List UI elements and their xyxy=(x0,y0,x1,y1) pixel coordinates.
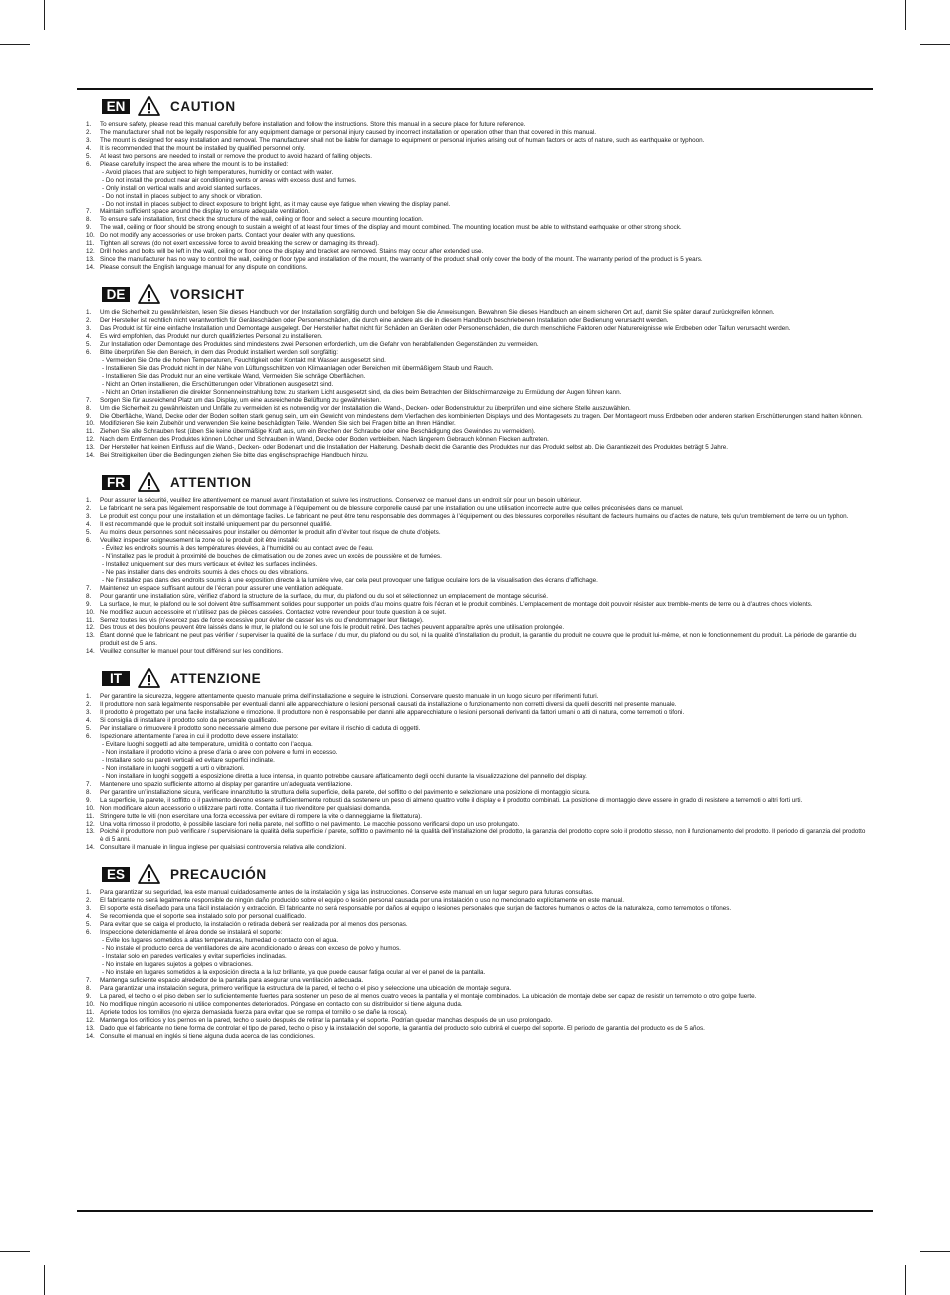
item-text: The wall, ceiling or floor should be strong enough to sustain a weight of at least four times of the display and mount combined. The mounting location must be able to withstand earhquake or other strong shock. xyxy=(100,224,682,232)
item-number: 11. xyxy=(86,1008,95,1016)
list-item xyxy=(86,513,866,521)
item-number: 6. xyxy=(86,348,92,356)
item-number: 4. xyxy=(86,913,92,921)
item-number: 9. xyxy=(86,224,92,232)
list-item xyxy=(86,921,866,929)
list-item xyxy=(86,349,866,397)
list-item xyxy=(86,521,866,529)
language-badge: IT xyxy=(102,671,130,686)
item-text: Please carefully inspect the area where the mount is to be installed: xyxy=(100,160,289,168)
list-item xyxy=(86,497,866,505)
section-title: ATTENTION xyxy=(170,474,252,490)
sub-item: - Nicht an Orten installieren, die Erschütterungen oder Vibrationen ausgesetzt sind. xyxy=(102,380,334,388)
item-text: Der Hersteller hat keinen Einfluss auf die Wand-, Decken- oder Bodenart und die Installation der Halterung. Deshalb deckt die Garantie des Produktes nur das Produkt selbst ab. Die Garantiezeit des Produktes beträgt 5 Jahre. xyxy=(100,444,729,452)
warning-triangle-icon xyxy=(138,864,160,884)
item-number: 11. xyxy=(86,616,95,624)
sub-item: - Non installare in luoghi soggetti a urti o vibrazioni. xyxy=(102,764,245,772)
item-text: Tighten all screws (do not exert excessive force to avoid breaking the screw or damaging its thread). xyxy=(100,240,380,248)
item-number: 13. xyxy=(86,1024,95,1032)
item-number: 12. xyxy=(86,624,95,632)
item-number: 3. xyxy=(86,136,92,144)
list-item xyxy=(86,317,866,325)
list-item xyxy=(86,208,866,216)
list-item xyxy=(86,333,866,341)
list-item xyxy=(86,805,866,813)
item-text: The manufacturer shall not be legally responsible for any equipment damage or personal injury caused by incorrect installation or operation other than that covered in this manual. xyxy=(100,128,596,136)
list-item xyxy=(86,609,866,617)
list-item xyxy=(86,593,866,601)
item-text: Le produit est conçu pour une installation et un démontage faciles. Le fabricant ne peut être tenu responsable des dommages à l’équipement ou des blessures corporelles résultant de facteurs humains ou d’actes de nature, tels qu’un tremblement de terre ou un typhon. xyxy=(100,513,849,521)
sub-item: - Nicht an Orten installieren die direkter Sonnenneinstrahlung bzw. zu starkem Licht ausgesetzt sind, da dies beim Betrachten der Bildschirmanzeige zu Ermüdung der Augen führen kann. xyxy=(102,388,622,396)
item-number: 8. xyxy=(86,984,92,992)
list-item xyxy=(86,1033,866,1041)
item-number: 13. xyxy=(86,828,95,836)
item-text: Étant donné que le fabricant ne peut pas vérifier / superviser la qualité de la surface / du mur, du plafond ou du sol, ni la qualité d’installation du produit, la garantie du produit ne couvre que le produit lui-même, et non le fonctionnement du produit. La période de garantie du produit est de 5 ans. xyxy=(100,632,857,648)
item-text: Se recomienda que el soporte sea instalado solo por personal cualificado. xyxy=(100,913,307,921)
item-text: Zur Installation oder Demontage des Produktes sind mindestens zwei Personen erforderlich, um die Gefahr von herabfallenden Gegenständen zu vermeiden. xyxy=(100,340,539,348)
item-number: 5. xyxy=(86,529,92,537)
item-text: Para garantizar una instalación segura, primero verifique la estructura de la pared, el techo o el piso y seleccione una ubicación de montaje segura. xyxy=(100,984,512,992)
item-text: La superficie, la parete, il soffitto o il pavimento devono essere sufficientemente robusti da sostenere un peso di almeno quattro volte il display e il prodotto combinati. La posizione di montaggio deve essere in grado di resistere a terremoti o altri forti urti. xyxy=(100,796,803,804)
crop-mark xyxy=(920,1251,950,1252)
list-item xyxy=(86,632,866,648)
list-item xyxy=(86,264,866,272)
item-number: 2. xyxy=(86,701,92,709)
crop-mark xyxy=(905,0,906,30)
section-header xyxy=(86,666,866,690)
section-it xyxy=(86,666,866,852)
item-text: Si consiglia di installare il prodotto solo da personale qualificato. xyxy=(100,717,279,725)
item-text: Il est recommandé que le produit soit installé uniquement par du personnel qualifié. xyxy=(100,521,332,529)
item-text: Veuillez consulter le manuel pour tout différend sur les conditions. xyxy=(100,648,283,656)
warning-triangle-icon xyxy=(138,96,160,116)
sub-item: - No instale en lugares sometidos a la exposición directa a la luz brillante, ya que puede causar fatiga ocular al ver el panel de la pantalla. xyxy=(102,968,486,976)
sub-item: - Installieren Sie das Produkt nur an eine vertikale Wand, Vermeiden Sie schräge Oberflächen. xyxy=(102,372,366,380)
list-item xyxy=(86,129,866,137)
crop-mark xyxy=(44,0,45,30)
item-text: Nach dem Entfernen des Produktes können Löcher und Schrauben in Wand, Decke oder Boden verbleiben. Nach längerem Gebrauch können Flecken auftreten. xyxy=(100,436,549,444)
list-item xyxy=(86,161,866,209)
list-item xyxy=(86,436,866,444)
sub-item: - Non installare in luoghi soggetti a esposizione diretta a luce intensa, in quanto potrebbe causare affaticamento degli occhi durante la visualizzazione del pannello del display. xyxy=(102,772,587,780)
sub-item: - Ne l’installez pas dans des endroits soumis à une exposition directe à la lumière vive, car cela peut provoquer une fatigue oculaire lors de la visualisation des écrans d’affichage. xyxy=(102,576,598,584)
item-number: 2. xyxy=(86,317,92,325)
item-number: 7. xyxy=(86,780,92,788)
list-item xyxy=(86,137,866,145)
item-number: 3. xyxy=(86,325,92,333)
list-item xyxy=(86,341,866,349)
item-text: Modifizieren Sie kein Zubehör und verwenden Sie keine beschädigten Teile. Wenden Sie sich bei Fragen bitte an Ihren Händler. xyxy=(100,420,456,428)
list-item xyxy=(86,1001,866,1009)
item-number: 10. xyxy=(86,804,95,812)
list-item xyxy=(86,444,866,452)
list-item xyxy=(86,256,866,264)
sub-item: - No instale el producto cerca de ventiladores de aire acondicionado o áreas con exceso de polvo y humos. xyxy=(102,945,401,953)
list-item xyxy=(86,216,866,224)
list-item xyxy=(86,797,866,805)
item-text: El soporte está diseñado para una fácil instalación y extracción. El fabricante no será responsable por daños al equipo o lesiones personales que surjan de factores humanos o actos de la naturaleza, como terremotos o tifones. xyxy=(100,905,732,913)
item-number: 2. xyxy=(86,897,92,905)
item-text: Bei Streitigkeiten über die Bedingungen ziehen Sie bitte das englischsprachige Handbuch hinzu. xyxy=(100,452,369,460)
item-number: 14. xyxy=(86,648,95,656)
item-text: Drill holes and bolts will be left in the wall, ceiling or floor once the display and bracket are removed. Stains may occur after extended use. xyxy=(100,248,484,256)
item-text: Veuillez inspecter soigneusement la zone où le produit doit être installé: xyxy=(100,536,300,544)
item-text: Le fabricant ne sera pas légalement responsable de tout dommage à l’équipement ou de blessure corporelle causé par une installation ou une utilisation incorrecte autre que celles préconisées dans ce manuel. xyxy=(100,505,684,513)
section-header xyxy=(86,470,866,494)
item-text: Dado que el fabricante no tiene forma de controlar el tipo de pared, techo o piso y la instalación del soporte, la garantía del producto solo cubrirá el cuerpo del soporte. El periodo de garantía del producto es de 5 años. xyxy=(100,1024,705,1032)
bottom-rule xyxy=(77,1210,873,1212)
list-item xyxy=(86,585,866,593)
list-item xyxy=(86,889,866,897)
section-title: CAUTION xyxy=(170,98,236,114)
item-text: Der Hersteller ist rechtlich nicht verantwortlich für Geräteschäden oder Personenschäden, die durch eine andere als die in diesem Handbuch beschriebenen Installation oder Bedienung verursacht werden. xyxy=(100,317,669,325)
sub-item: - Evite los lugares sometidos a altas temperaturas, humedad o contacto con el agua. xyxy=(102,937,339,945)
item-number: 12. xyxy=(86,248,95,256)
item-number: 3. xyxy=(86,905,92,913)
list-item xyxy=(86,1009,866,1017)
item-number: 10. xyxy=(86,608,95,616)
instruction-list xyxy=(86,497,866,656)
list-item xyxy=(86,529,866,537)
item-text: Um die Sicherheit zu gewährleisten und Unfälle zu vermeiden ist es notwendig vor der Installation die Wand-, Decken- oder Bodenstruktur zu überprüfen und eine sichere Stelle auszuwählen. xyxy=(100,404,631,412)
section-title: VORSICHT xyxy=(170,286,245,302)
item-text: The mount is designed for easy installation and removal. The manufacturer shall not be liable for damage to equipment or personal injuries arising out of human factors or acts of nature, such as earthquake or typhoon. xyxy=(100,136,705,144)
list-item xyxy=(86,929,866,977)
list-item xyxy=(86,537,866,585)
item-number: 14. xyxy=(86,844,95,852)
item-number: 4. xyxy=(86,332,92,340)
list-item xyxy=(86,325,866,333)
item-text: Consultare il manuale in lingua inglese per qualsiasi controversia relativa alle condizioni. xyxy=(100,844,347,852)
list-item xyxy=(86,821,866,829)
sub-item: - Evitare luoghi soggetti ad alte temperature, umidità o contatto con l’acqua. xyxy=(102,741,313,748)
item-text: Ziehen Sie alle Schrauben fest (üben Sie keine übermäßige Kraft aus, um ein Brechen der Schraube oder eine Beschädigung des Gewindes zu vermeiden). xyxy=(100,428,536,436)
item-number: 9. xyxy=(86,600,92,608)
section-header xyxy=(86,94,866,118)
crop-mark xyxy=(44,1265,45,1295)
item-text: Das Produkt ist für eine einfache Installation und Demontage ausgelegt. Der Hersteller haftet nicht für Schäden an Geräten oder Personenschäden, die durch menschliche Faktoren oder Naturereignisse wie Erdbeben oder Taifun verursacht werden. xyxy=(100,325,791,333)
item-text: No modifique ningún accesorio ni utilice componentes deteriorados. Póngase en contacto con su distribuidor si tiene alguna duda. xyxy=(100,1000,463,1008)
item-text: El fabricante no será legalmente responsible de ningún daño producido sobre el equipo o lesión personal causada por una instalación o uso no mencionado explícitamente en este manual. xyxy=(100,897,625,905)
list-item xyxy=(86,1025,866,1033)
item-text: Non modificare alcun accessorio o utilizzare parti rotte. Contatta il tuo rivenditore per qualsiasi domanda. xyxy=(100,804,392,812)
list-item xyxy=(86,248,866,256)
section-header xyxy=(86,862,866,886)
item-text: Mantenga los orificios y los pernos en la pared, techo o suelo después de retirar la pantalla y el soporte. Podrían quedar manchas después de un uso prolongado. xyxy=(100,1016,553,1024)
list-item xyxy=(86,420,866,428)
item-number: 6. xyxy=(86,160,92,168)
language-badge: EN xyxy=(102,99,130,114)
sub-item: - Vermeiden Sie Orte die hohen Temperaturen, Feuchtigkeit oder Kontakt mit Wasser ausgesetzt sind. xyxy=(102,356,386,364)
item-number: 14. xyxy=(86,1032,95,1040)
sub-item: - Installieren Sie das Produkt nicht in der Nähe von Lüftungsschlitzen von Klimaanlagen oder Bereichen mit übermäßigem Staub und Rauch. xyxy=(102,364,494,372)
list-item xyxy=(86,693,866,701)
item-number: 11. xyxy=(86,428,95,436)
sub-item: - Installez uniquement sur des murs verticaux et évitez les surfaces inclinées. xyxy=(102,560,318,568)
item-number: 7. xyxy=(86,584,92,592)
item-text: Poiché il produttore non può verificare / supervisionare la qualità della superficie / parete, soffitto o pavimento né la qualità dell’installazione del prodotto, la garanzia del prodotto copre solo il prodotto stesso, non il funzionamento del prodotto. Il periodo di garanzia del prodotto è di 5 anni. xyxy=(100,828,866,844)
crop-mark xyxy=(0,44,30,45)
item-number: 13. xyxy=(86,444,95,452)
list-item xyxy=(86,993,866,1001)
sub-item: - Ne pas installer dans des endroits soumis à des chocs ou des vibrations. xyxy=(102,568,309,576)
item-text: Mantenere uno spazio sufficiente attorno al display per garantire un’adeguata ventilazione. xyxy=(100,780,353,788)
item-text: Per garantire la sicurezza, leggere attentamente questo manuale prima dell’installazione e seguire le istruzioni. Conservare questo manuale in un luogo sicuro per riferimenti futuri. xyxy=(100,693,599,701)
language-badge: DE xyxy=(102,287,130,302)
item-text: Bitte überprüfen Sie den Bereich, in dem das Produkt installiert werden soll sorgfältig: xyxy=(100,348,339,356)
item-number: 8. xyxy=(86,788,92,796)
item-text: La surface, le mur, le plafond ou le sol doivent être suffisamment solides pour supporter un poids d’au moins quatre fois l’écran et le produit combinés. L’emplacement de montage doit pouvoir résister aux tremble-ments de terre ou à d’autres chocs violents. xyxy=(100,600,813,608)
list-item xyxy=(86,405,866,413)
item-number: 8. xyxy=(86,404,92,412)
item-number: 3. xyxy=(86,513,92,521)
item-text: Des trous et des boulons peuvent être laissés dans le mur, le plafond ou le sol une fois le produit retiré. Des taches peuvent apparaître après une utilisation prolongée. xyxy=(100,624,565,632)
item-number: 7. xyxy=(86,396,92,404)
list-item xyxy=(86,452,866,460)
item-number: 6. xyxy=(86,929,92,937)
item-text: Consulte el manual en inglés si tiene alguna duda acerca de las condiciones. xyxy=(100,1032,315,1040)
item-number: 8. xyxy=(86,216,92,224)
item-text: Apriete todos los tornillos (no ejerza demasiada fuerza para evitar que se rompa el tornillo o se dañe la rosca). xyxy=(100,1008,408,1016)
sub-item: - Do not install in places subject to any shock or vibration. xyxy=(102,192,263,200)
list-item xyxy=(86,121,866,129)
item-number: 14. xyxy=(86,452,95,460)
item-text: Die Oberfläche, Wand, Decke oder der Boden sollten stark genug sein, um ein Gewicht von mindestens dem Vierfachen des kombinierten Displays und des Montagesets zu tragen. Der Montageort muss Erdbeben oder anderen starken Erschütterungen stand halten können. xyxy=(100,412,863,420)
list-item xyxy=(86,153,866,161)
language-badge: FR xyxy=(102,475,130,490)
item-text: Mantenga suficiente espacio alrededor de la pantalla para asegurar una ventilación adecuada. xyxy=(100,976,364,984)
list-item xyxy=(86,905,866,913)
item-number: 11. xyxy=(86,240,95,248)
item-text: Es wird empfohlen, das Produkt nur durch qualifiziertes Personal zu installieren. xyxy=(100,332,323,340)
item-text: Pour garantir une installation sûre, vérifiez d’abord la structure de la surface, du mur, du plafond ou du sol et sélectionnez un emplacement de montage sécurisé. xyxy=(100,592,549,600)
item-number: 10. xyxy=(86,232,95,240)
list-item xyxy=(86,897,866,905)
item-text: Il produttore non sarà legalmente responsabile per eventuali danni alle apparecchiature o lesioni personali causati da installazione o funzionamento non corretti diversi da quelli descritti nel presente manuale. xyxy=(100,701,677,709)
list-item xyxy=(86,781,866,789)
item-number: 4. xyxy=(86,521,92,529)
list-item xyxy=(86,397,866,405)
sub-item: - Instalar solo en paredes verticales y evitar superficies inclinadas. xyxy=(102,952,287,960)
item-number: 1. xyxy=(86,309,92,317)
item-number: 6. xyxy=(86,536,92,544)
item-number: 9. xyxy=(86,412,92,420)
language-badge: ES xyxy=(102,867,130,882)
crop-mark xyxy=(905,1265,906,1295)
list-item xyxy=(86,413,866,421)
item-text: Para evitar que se caiga el producto, la instalación o retirada deberá ser realizada por al menos dos personas. xyxy=(100,921,408,929)
list-item xyxy=(86,789,866,797)
sub-item: - Do not install in places subject to direct exposure to bright light, as it may cause eye fatigue when viewing the display panel. xyxy=(102,200,451,208)
item-text: Sorgen Sie für ausreichend Platz um das Display, um eine ausreichende Belüftung zu gewährleisten. xyxy=(100,396,381,404)
item-text: Please consult the English language manual for any dispute on conditions. xyxy=(100,264,308,272)
sub-item: - Only install on vertical walls and avoid slanted surfaces. xyxy=(102,184,262,192)
item-text: Ispezionare attentamente l’area in cui il prodotto deve essere installato: xyxy=(100,733,299,741)
list-item xyxy=(86,977,866,985)
item-number: 9. xyxy=(86,796,92,804)
item-number: 1. xyxy=(86,889,92,897)
item-number: 2. xyxy=(86,505,92,513)
item-text: Per installare o rimuovere il prodotto sono necessarie almeno due persone per evitare il rischio di caduta di oggetti. xyxy=(100,725,421,733)
list-item xyxy=(86,428,866,436)
item-number: 13. xyxy=(86,632,95,640)
item-text: Una volta rimosso il prodotto, è possibile lasciare fori nella parete, nel soffitto o nel pavimento. Le macchie possono verificarsi dopo un uso prolungato. xyxy=(100,820,520,828)
warning-triangle-icon xyxy=(138,668,160,688)
instruction-list xyxy=(86,309,866,460)
item-number: 11. xyxy=(86,812,95,820)
sub-item: - N’installez pas le produit à proximité de bouches de climatisation ou de zones avec un excès de poussière et de fumées. xyxy=(102,552,442,560)
item-number: 12. xyxy=(86,436,95,444)
item-number: 4. xyxy=(86,717,92,725)
item-number: 1. xyxy=(86,693,92,701)
section-title: ATTENZIONE xyxy=(170,670,262,686)
instruction-list xyxy=(86,121,866,272)
item-text: Um die Sicherheit zu gewährleisten, lesen Sie dieses Handbuch vor der Installation sorgfältig durch und befolgen Sie die Anweisungen. Bewahren Sie dieses Handbuch an einem sicheren Ort auf, damit Sie später darauf zurückgreifen können. xyxy=(100,309,775,317)
item-number: 8. xyxy=(86,592,92,600)
item-number: 1. xyxy=(86,121,92,128)
item-number: 12. xyxy=(86,1016,95,1024)
section-title: PRECAUCIÓN xyxy=(170,866,267,882)
item-text: Per garantire un’installazione sicura, verificare innanzitutto la struttura della superficie, della parete, del soffitto o del pavimento e selezionare una posizione di montaggio sicura. xyxy=(100,788,591,796)
item-number: 3. xyxy=(86,709,92,717)
item-text: La pared, el techo o el piso deben ser lo suficientemente fuertes para sostener un peso de al menos cuatro veces la pantalla y el montaje combinados. La ubicación de montaje debe ser capaz de resistir un terremoto o otro golpe fuerte. xyxy=(100,992,757,1000)
list-item xyxy=(86,844,866,852)
item-text: Maintenez un espace suffisant autour de l’écran pour assurer une ventilation adéquate. xyxy=(100,584,343,592)
item-number: 5. xyxy=(86,340,92,348)
list-item xyxy=(86,617,866,625)
item-number: 13. xyxy=(86,256,95,264)
top-rule xyxy=(77,88,873,90)
item-number: 4. xyxy=(86,144,92,152)
list-item xyxy=(86,240,866,248)
item-text: Do not modify any accessories or use broken parts. Contact your dealer with any questions. xyxy=(100,232,356,240)
sub-item: - Installare solo su pareti verticali ed evitare superfici inclinate. xyxy=(102,756,275,764)
sub-item: - Non installare il prodotto vicino a prese d’aria o aree con polvere e fumi in eccesso. xyxy=(102,748,338,756)
item-text: Pour assurer la sécurité, veuillez lire attentivement ce manuel avant l’installation et suivre les instructions. Conservez ce manuel dans un endroit sûr pour un besoin ultérieur. xyxy=(100,497,582,505)
item-number: 2. xyxy=(86,128,92,136)
list-item xyxy=(86,717,866,725)
section-es xyxy=(86,862,866,1040)
list-item xyxy=(86,1017,866,1025)
section-header xyxy=(86,282,866,306)
list-item xyxy=(86,985,866,993)
instruction-list xyxy=(86,889,866,1040)
list-item xyxy=(86,224,866,232)
sub-item: - Avoid places that are subject to high temperatures, humidity or contact with water. xyxy=(102,168,334,176)
list-item xyxy=(86,725,866,733)
list-item xyxy=(86,309,866,317)
list-item xyxy=(86,701,866,709)
instruction-list xyxy=(86,693,866,852)
item-text: To ensure safety, please read this manual carefully before installation and follow the instructions. Store this manual in a secure place for future reference. xyxy=(100,121,526,128)
item-number: 9. xyxy=(86,992,92,1000)
item-number: 5. xyxy=(86,725,92,733)
list-item xyxy=(86,709,866,717)
section-en xyxy=(86,94,866,272)
list-item xyxy=(86,232,866,240)
item-text: At least two persons are needed to install or remove the product to avoid hazard of falling objects. xyxy=(100,152,372,160)
item-text: Stringere tutte le viti (non esercitare una forza eccessiva per evitare di rompere la vite o danneggiarne la filettatura). xyxy=(100,812,423,820)
crop-mark xyxy=(0,1251,30,1252)
item-text: To ensure safe installation, first check the structure of the wall, ceiling or floor and select a secure mounting location. xyxy=(100,216,424,224)
sub-item: - Évitez les endroits soumis à des températures élevées, à l’humidité ou au contact avec de l’eau. xyxy=(102,544,374,552)
item-text: Since the manufacturer has no way to control the wall, ceiling or floor type and installation of the mount, the warranty of the product shall only cover the body of the mount. The warranty period of the product is 5 years. xyxy=(100,256,703,264)
list-item xyxy=(86,813,866,821)
crop-mark xyxy=(920,44,950,45)
item-number: 7. xyxy=(86,208,92,216)
item-text: Inspeccione detenidamente el área donde se instalará el soporte: xyxy=(100,929,283,937)
item-text: Ne modifiez aucun accessoire et n’utilisez pas de pièces cassées. Contactez votre revendeur pour toute question à ce sujet. xyxy=(100,608,447,616)
item-text: Au moins deux personnes sont nécessaires pour installer ou démonter le produit afin d’éviter tout risque de chute d’objets. xyxy=(100,529,441,537)
list-item xyxy=(86,145,866,153)
section-fr xyxy=(86,470,866,656)
list-item xyxy=(86,828,866,844)
item-text: It is recommended that the mount be installed by qualified personnel only. xyxy=(100,144,306,152)
warning-triangle-icon xyxy=(138,284,160,304)
item-number: 10. xyxy=(86,420,95,428)
list-item xyxy=(86,913,866,921)
list-item xyxy=(86,648,866,656)
list-item xyxy=(86,505,866,513)
item-text: Para garantizar su seguridad, lea este manual cuidadosamente antes de la instalación y siga las instrucciones. Conserve este manual en un lugar seguro para futuras consultas. xyxy=(100,889,594,897)
list-item xyxy=(86,733,866,781)
item-number: 5. xyxy=(86,921,92,929)
section-de xyxy=(86,282,866,460)
warning-triangle-icon xyxy=(138,472,160,492)
item-number: 5. xyxy=(86,152,92,160)
item-text: Maintain sufficient space around the display to ensure adequate ventilation. xyxy=(100,208,310,216)
item-number: 1. xyxy=(86,497,92,505)
sub-item: - No instale en lugares sujetos a golpes o vibraciones. xyxy=(102,960,253,968)
item-text: Serrez toutes les vis (n’exercez pas de force excessive pour éviter de casser les vis ou d’endommager leur filetage). xyxy=(100,616,424,624)
item-number: 10. xyxy=(86,1000,95,1008)
item-number: 7. xyxy=(86,976,92,984)
item-number: 6. xyxy=(86,733,92,741)
sub-item: - Do not install the product near air conditioning vents or areas with excess dust and fumes. xyxy=(102,176,357,184)
item-text: Il prodotto è progettato per una facile installazione e rimozione. Il produttore non è responsabile per danni alle apparecchiature o lesioni personali derivanti da fattori umani o atti di natura, come terremoti o tifoni. xyxy=(100,709,685,717)
item-number: 12. xyxy=(86,820,95,828)
item-number: 14. xyxy=(86,264,95,272)
list-item xyxy=(86,601,866,609)
document-body xyxy=(86,94,866,1050)
